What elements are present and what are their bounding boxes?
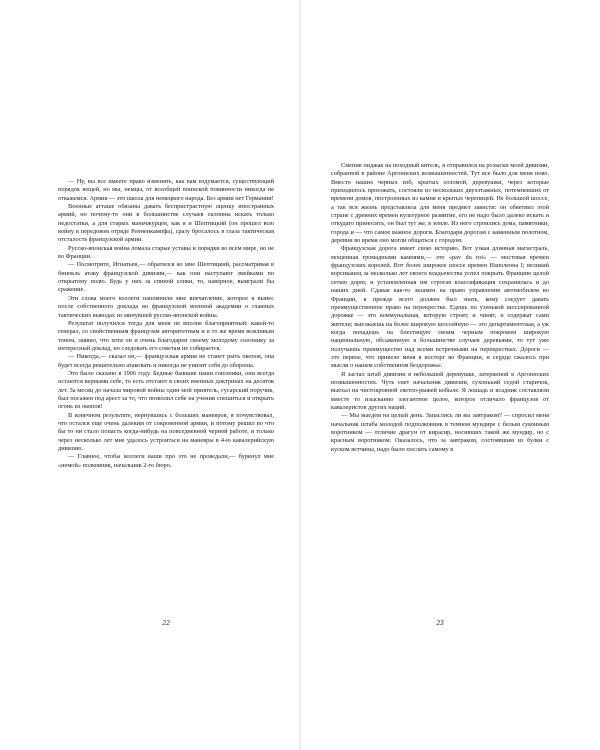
left-page-text (58, 178, 274, 470)
paragraph: Русско-японская война ломала старые уставы и порядки во всем мире, но не во Франции. (58, 244, 274, 261)
paragraph: Военные атташе обязаны давать беспристрастную оценку иностранных армий, но почему-то они в большинстве случаев склонны искать только недостатки, а для старых маньчжурцев, как я и Шептицкий (он прошел всю войну в передовом отряде Ренненкампфа), сразу бросалось в глаза тактическая отсталость французской армии. (58, 203, 274, 244)
paragraph: Это было сказано в 1906 году. Бедные бывшие наши союзники, они всегда остаются верными себе, то есть отстают в своих военных доктринах на десяток лет. За месяц до начала мировой войны один мой приятель, гусарский поручик, был посажен под арест за то, что позволил себе на учении спешиться и открыть огонь из окопов! (58, 369, 274, 411)
right-page (301, 0, 600, 750)
paragraph: Французская дорога имеет свою историю. Вот узкая длинная магистраль, мощенная громадными камнями,— это «pav du roi» — мостовая времен французских королей. Вот более широкое шоссе времен Наполеона I; великий корсиканец за несколько лет своего владычества успел покрыть Францию целой сетью дорог, и установленная им строгая классификация сохранилась и до наших дней. Сдавая как-то экзамен на право управления автомобилем во Франции, я прежде всего должен был знать, кому следует давать преимущественное право на перекрестке. Едешь по узенькой шоссированной дорожке — это коммунальная, которую строят, и чинят, и содержат сами жители; выезжаешь на более широкую шоссейную — это департаментская, а уж когда попадешь на блестящую своим черным покровом широкую национальную, обсаженную в большинстве случаев деревьями, то тут уже получаешь преимущество над всеми встречными на перекрестках. Дороги — это первое, что привело меня в восторг во Франции, и сердце сжалось при мысли о нашем собственном бездорожье. (331, 245, 549, 370)
left-page (0, 0, 299, 750)
page-number-right: 23 (436, 618, 444, 627)
page-number-left: 22 (162, 618, 170, 627)
paragraph: — Главное, чтобы коллеги ваши про это не проведали,— буркнул мне «немой» полковник, начальник 2-го бюро. (58, 453, 274, 469)
paragraph: — Посмотрите, Игнатьев,— обратился ко мне Шептицкий, рассматривая в бинокль атаку французской дивизии,— как они наступают змейками по открытому полю. Будь у них за спиной сопки, то, наверное, выиграли бы сражение. (58, 261, 274, 294)
right-page-text (331, 162, 549, 454)
paragraph: — Никогда,— сказал он,— французская армия не станет рыть окопов, она будет всегда решительно атаковать и никогда не унизит себя до обороны. (58, 353, 274, 369)
paragraph: Я застал штаб дивизии в небольшой деревушке, затерянной в Аргоннских возвышенностях. Чуть свет начальник дивизии, сухонький седой старичок, выехал на чистокровной светло-рыжей кобыле. Я лошадь и всадник составляли вместе то изысканно элегантное целое, которое отличало французов от кавалеристов других наций. (331, 370, 549, 411)
paragraph: Сменив пиджак на походный китель, я отправился на розыски моей дивизии, собранной в районе Аргоннских возвышенностей. Тут все было для меня ново. Вместо наших черных изб, крытых соломой, деревушки, через которые приходилось проезжать, состояли из нескольких двухэтажных, потемневших от времени домов, построенных из камня и крытых черепицей. Не большой шоссе, а так вся жизнь представляла для меня предмет зависти: он обветвил этой стране с древних времен культурное развитие, его не надо было далеко искать и откудато приносить, он был тут же, в земле. Из него строились дома, памятники, города и — что самое важное дороги. Благодаря дорогам с каменным полотном, деревни во время оно могли общаться с городом. (331, 162, 549, 245)
paragraph: — Ну, вы все имеете право изменять, как вам вздумается, существующий порядок вещей, но мы, немцы, от всеобщей воинской повинности никогда не откажемся. Армия — это школа для немецкого народа. Без армии нет Германии! (58, 178, 274, 202)
paragraph: Эти слова моего коллеги напомнили мне впечатление, которое я вынес после собственного доклада во французской военной академии о главных тактических выводах из минувшей русско-японской войны. (58, 294, 274, 319)
paragraph: Результат получился тогда для меня не вполне благоприятный: какой-то генерал, со свойственным французам авторитетным и в то же время вежливым тоном, заявил, что хотя он и очень благодарен своему молодому союзнику за интересный доклад, но следовать его советам не собирается. (58, 319, 274, 352)
paragraph: — Мы выедем на целый день. Запаслись ли вы завтраком? — спросил меня начальник штаба молодой подполковник в темном мундире с белым суконным воротником — отличие драгун от кирасир, носивших такой же мундир, но с красным воротником. Оказалось, что за завтраком, состоявшим из булки с куском ветчины, надо было послать самому в (331, 412, 549, 453)
paragraph: В конечном результате, вернувшись с больших маневров, я почувствовал, что остался еще очень далеким от сокровенной армии, и потому решил во что бы то ни стало попасть когда-нибудь на повседневной черной работе, и только через несколько лет мне удалось устроиться на маневры в 4-ю кавалерийскую дивизию. (58, 411, 274, 452)
